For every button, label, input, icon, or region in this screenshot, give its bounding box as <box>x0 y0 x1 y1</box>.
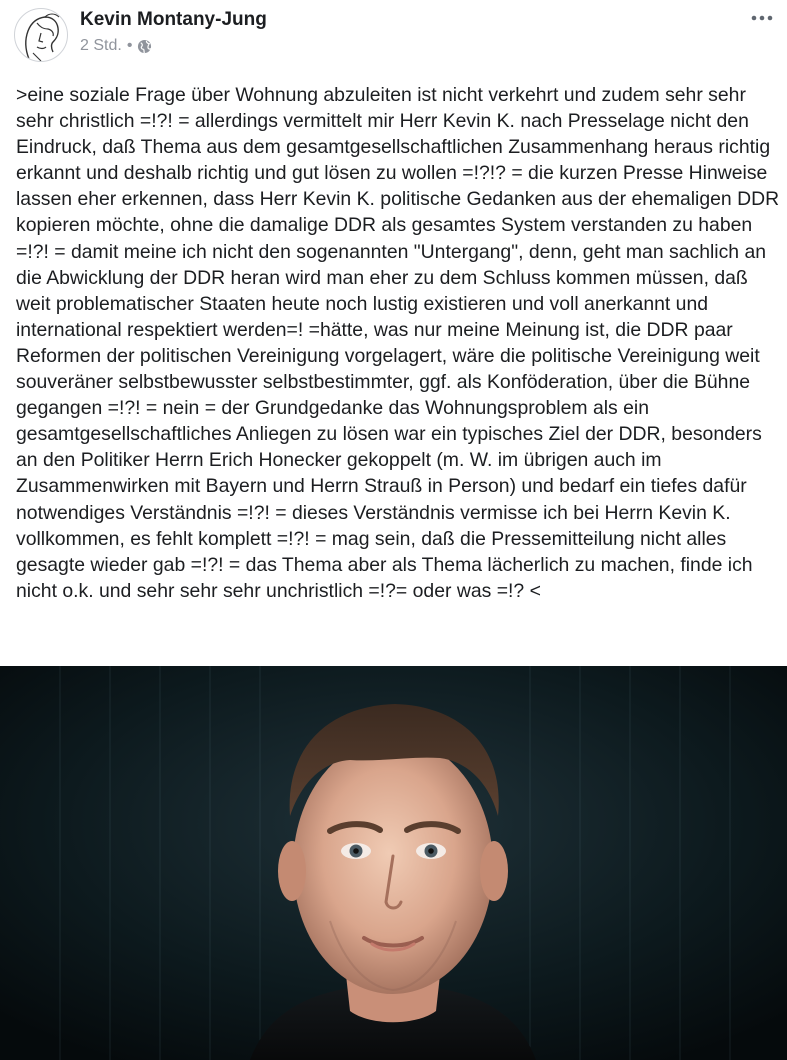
sketch-portrait-icon <box>15 9 68 62</box>
post-meta <box>80 37 152 55</box>
post-header <box>0 0 787 70</box>
post-timestamp[interactable]: 2 Std. <box>80 37 122 54</box>
meta-separator: • <box>126 37 133 54</box>
post-text: >eine soziale Frage über Wohnung abzuleiten ist nicht verkehrt und zudem sehr sehr sehr christlich =!?! = allerdings vermittelt mir Herr Kevin K. nach Presselage nicht den Eindruck, daß Thema aus dem gesamtgesellschaftlichen Zusammenhang heraus richtig erkannt und deshalb richtig und gut lösen zu wollen =!?!? = die kurzen Presse Hinweise lassen eher erkennen, dass Herr Kevin K. politische Gedanken aus der ehemaligen DDR kopieren möchte, ohne die damalige DDR als gesamtes System verstanden zu haben =!?! = damit meine ich nicht den sogenannten "Untergang", denn, geht man sachlich an die Abwicklung der DDR heran wird man eher zu dem Schluss kommen müssen, daß weit problematischer Staaten heute noch lustig existieren und voll anerkannt und international respektiert werden=! =hätte, was nur meine Meinung ist, die DDR paar Reformen der politischen Vereinigung vorgelagert, wäre die politische Vereinigung weit souveräner selbstbewusster selbstbestimmter, ggf. als Konföderation, über die Bühne gegangen =!?! = nein = der Grundgedanke das Wohnungsproblem als ein gesamtgesellschaftliches Anliegen zu lösen war ein typisches Ziel der DDR, besonders an den Politiker Herrn Erich Honecker gekoppelt (m. W. im übrigen auch im Zusammenwirken mit Bayern und Herrn Strauß in Person) und bedarf ein tiefes dafür notwendiges Verständnis =!?! = dieses Verständnis vermisse ich bei Herrn Kevin K. vollkommen, es fehlt komplett =!?! = mag sein, daß die Pressemitteilung nicht alles gesagte wieder gab =!?! = das Thema aber als Thema lächerlich zu machen, finde ich nicht o.k. und sehr sehr sehr unchristlich =!?= oder was =!? < <box>16 84 780 602</box>
author-name[interactable]: Kevin Montany-Jung <box>80 9 267 30</box>
portrait-photo <box>0 666 787 1060</box>
more-horizontal-icon[interactable] <box>749 6 775 26</box>
post-photo[interactable] <box>0 666 787 1060</box>
avatar[interactable] <box>14 8 68 62</box>
globe-icon[interactable] <box>137 39 152 54</box>
